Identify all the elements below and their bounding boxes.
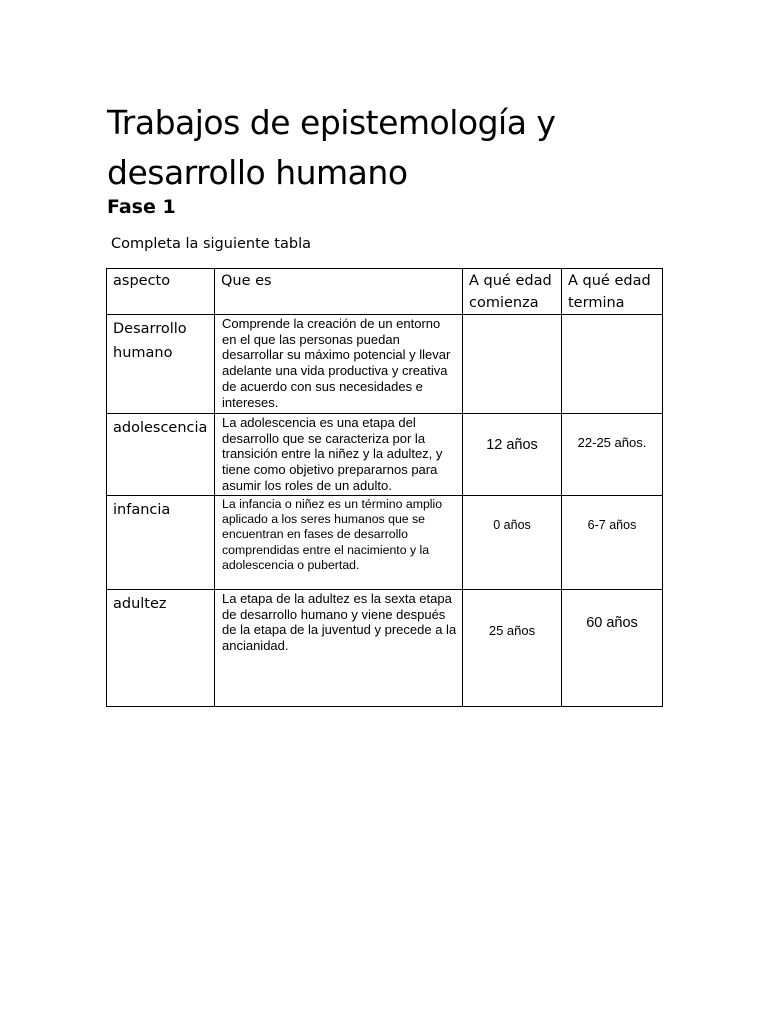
row-start-age: [463, 590, 562, 707]
phase-subtitle: Fase 1: [107, 196, 176, 218]
row-description: La infancia o niñez es un término amplio aplicado a los seres humanos que se encuentran en fases de desarrollo comprendidas entre el nacimiento y la adolescencia o pubertad.: [215, 496, 463, 590]
page-title: Trabajos de epistemología y desarrollo humano: [107, 103, 556, 192]
row-start-age: [463, 315, 562, 414]
row-end-age: [562, 496, 663, 590]
end-age-value: 60 años: [586, 615, 638, 631]
end-age-value: 6-7 años: [587, 518, 637, 532]
row-aspect: Desarrollo humano: [107, 315, 215, 414]
row-description: La etapa de la adultez es la sexta etapa de desarrollo humano y viene después de la etapa de la juventud y precede a la ancianidad.: [215, 590, 463, 707]
stages-table: [106, 268, 663, 707]
row-description: La adolescencia es una etapa del desarrollo que se caracteriza por la transición entre la niñez y la adultez, y tiene como objetivo prepararnos para asumir los roles de un adulto.: [215, 414, 463, 496]
instruction-text: Completa la siguiente tabla: [111, 236, 311, 252]
start-age-value: 0 años: [493, 518, 531, 532]
row-end-age: [562, 315, 663, 414]
start-age-value: 25 años: [488, 622, 536, 638]
header-end-age: A qué edad termina: [562, 269, 663, 315]
row-aspect: adultez: [107, 590, 215, 707]
table-header-row: [107, 269, 663, 315]
header-aspect: aspecto: [107, 269, 215, 315]
table-row: [107, 496, 663, 590]
table-row: [107, 590, 663, 707]
row-end-age: [562, 590, 663, 707]
row-start-age: [463, 496, 562, 590]
row-description: Comprende la creación de un entorno en el que las personas puedan desarrollar su máximo potencial y llevar adelante una vida productiva y creativa de acuerdo con sus necesidades e intereses.: [215, 315, 463, 414]
table-row: [107, 315, 663, 414]
end-age-value: 22-25 años.: [577, 435, 647, 450]
header-what: Que es: [215, 269, 463, 315]
row-end-age: [562, 414, 663, 496]
row-aspect: adolescencia: [107, 414, 215, 496]
table-row: [107, 414, 663, 496]
row-aspect: infancia: [107, 496, 215, 590]
row-start-age: [463, 414, 562, 496]
start-age-value: 12 años: [486, 436, 538, 453]
header-start-age: A qué edad comienza: [463, 269, 562, 315]
